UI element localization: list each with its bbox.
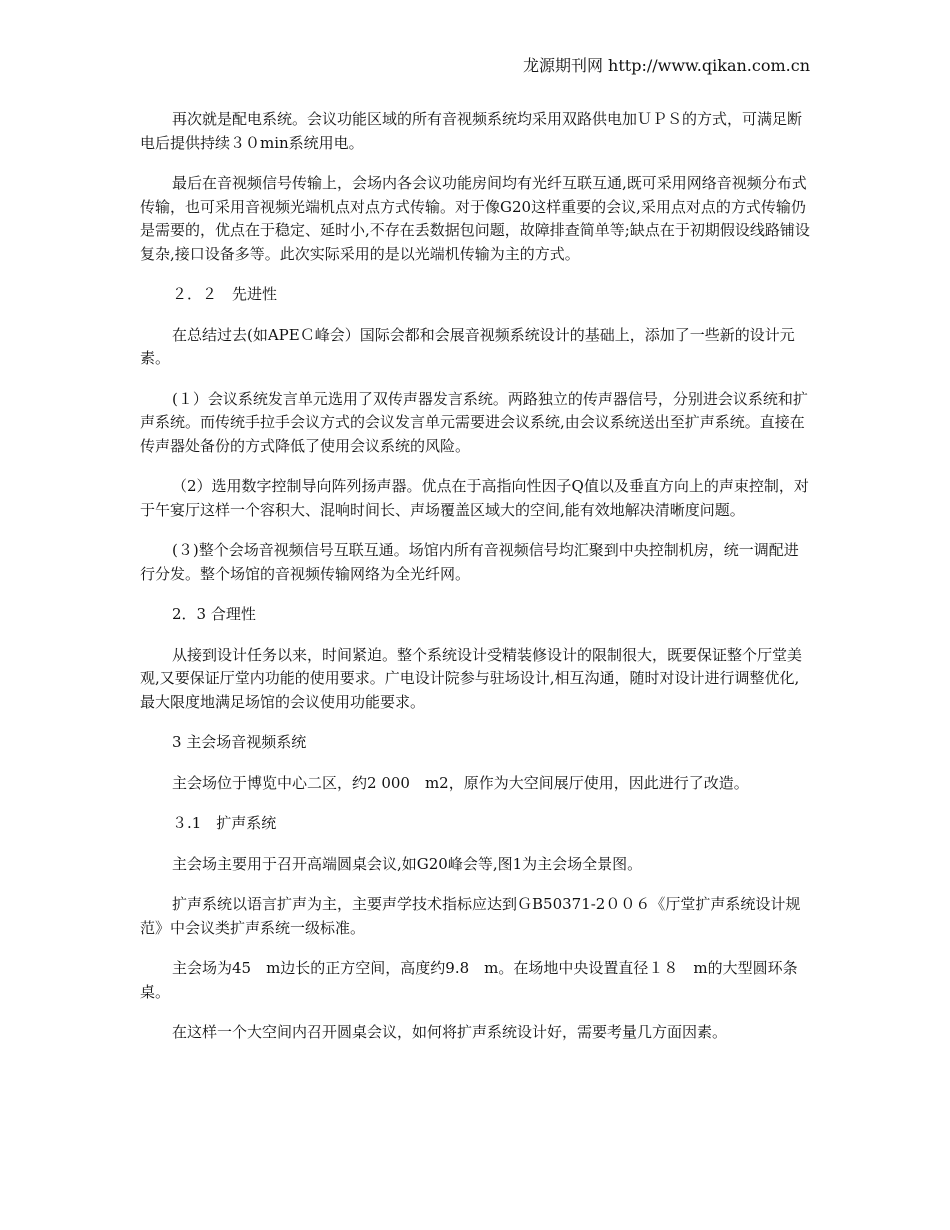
paragraph-item-2: （2）选用数字控制导向阵列扬声器。优点在于高指向性因子Q值以及垂直方向上的声束控制，对于午宴厅这样一个容积大、混响时间长、声场覆盖区域大的空间,能有效地解决清晰度问题。 <box>140 477 809 519</box>
section-heading-main-venue: 3 主会场音视频系统 <box>172 733 307 751</box>
paragraph-item-3: (３)整个会场音视频信号互联互通。场馆内所有音视频信号均汇聚到中央控制机房，统一调配进行分发。整个场馆的音视频传输网络为全光纤网。 <box>140 541 799 583</box>
site-header: 龙源期刊网 http://www.qikan.com.cn <box>522 56 810 75</box>
section-heading-sound-system: ３.1 扩声系统 <box>172 814 277 832</box>
paragraph-design-elements: 在总结过去(如APEＣ峰会）国际会都和会展音视频系统设计的基础上，添加了一些新的设计元素。 <box>140 325 795 367</box>
paragraph-roundtable: 主会场主要用于召开高端圆桌会议,如G20峰会等,图1为主会场全景图。 <box>172 854 643 873</box>
article-body <box>140 108 812 1062</box>
paragraph-rationality: 从接到设计任务以来，时间紧迫。整个系统设计受精装修设计的限制很大，既要保证整个厅堂美观,又要保证厅堂内功能的使用要求。广电设计院参与驻场设计,相互沟通，随时对设计进行调整优化,最大限度地满足场馆的会议使用功能要求。 <box>140 645 803 711</box>
paragraph-power-supply: 再次就是配电系统。会议功能区域的所有音视频系统均采用双路供电加ＵＰＳ的方式，可满足断电后提供持续３０min系统用电。 <box>140 110 803 152</box>
section-heading-advanced: ２．２ 先进性 <box>172 285 278 303</box>
paragraph-dimensions: 主会场为45 m边长的正方空间，高度约9.8 m。在场地中央设置直径１８ m的大型圆环条桌。 <box>140 959 798 1001</box>
paragraph-signal-transmission: 最后在音视频信号传输上，会场内各会议功能房间均有光纤互联互通,既可采用网络音视频分布式传输，也可采用音视频光端机点对点方式传输。对于像G20这样重要的会议,采用点对点的方式传输仍是需要的，优点在于稳定、延时小,不存在丢数据包问题，故障排查简单等;缺点在于初期假设线路铺设复杂,接口设备多等。此次实际采用的是以光端机传输为主的方式。 <box>140 174 810 263</box>
paragraph-considerations: 在这样一个大空间内召开圆桌会议，如何将扩声系统设计好，需要考量几方面因素。 <box>172 1023 728 1041</box>
paragraph-standard: 扩声系统以语言扩声为主，主要声学技术指标应达到ＧB50371-2００６《厅堂扩声系统设计规范》中会议类扩声系统一级标准。 <box>140 895 801 937</box>
section-heading-rationality: 2．3 合理性 <box>172 605 256 623</box>
paragraph-main-venue: 主会场位于博览中心二区，约2 000 m2，原作为大空间展厅使用，因此进行了改造。 <box>172 773 749 792</box>
paragraph-item-1: (１）会议系统发言单元选用了双传声器发言系统。两路独立的传声器信号，分别进会议系统和扩声系统。而传统手拉手会议方式的会议发言单元需要进会议系统,由会议系统送出至扩声系统。直接在传声器处备份的方式降低了使用会议系统的风险。 <box>140 389 808 455</box>
